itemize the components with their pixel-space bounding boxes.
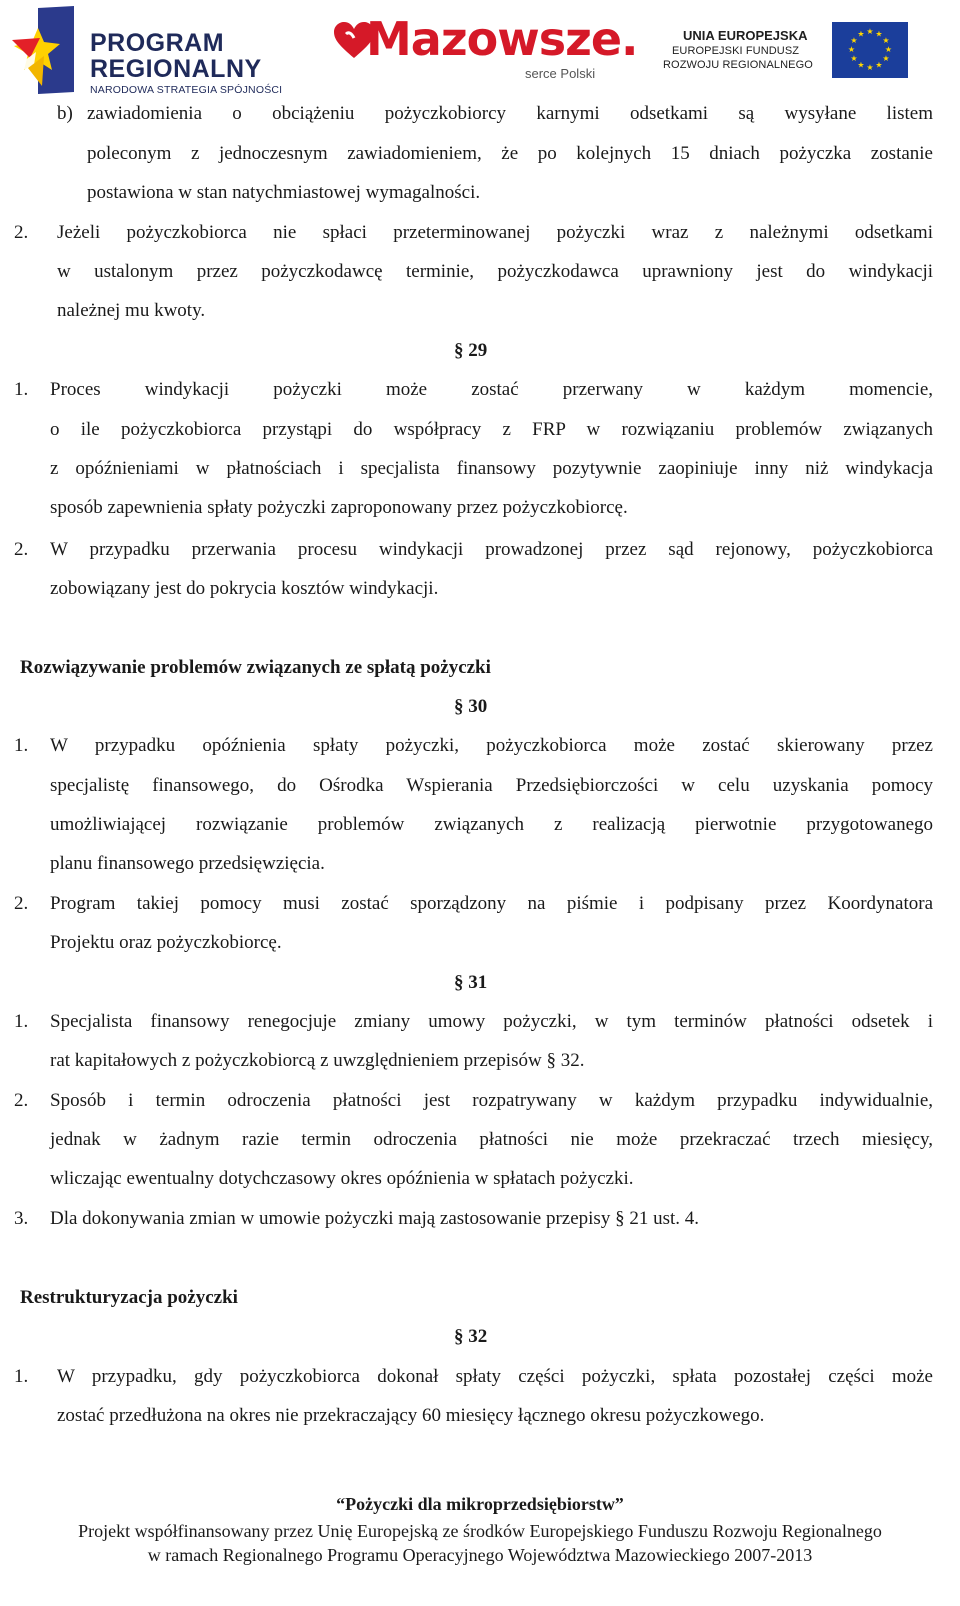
list-marker: 1. <box>14 1011 29 1032</box>
mazowsze-logo <box>336 14 636 94</box>
text-line: zobowiązany jest do pokrycia kosztów windykacji. <box>50 578 439 599</box>
paragraph-number: § 30 <box>454 696 488 717</box>
svg-text:★: ★ <box>847 45 856 54</box>
section-heading: Rozwiązywanie problemów związanych ze spłatą pożyczki <box>20 657 491 678</box>
text-line: W przypadku, gdy pożyczkobiorca dokonał spłaty części pożyczki, spłata pozostałej części może <box>57 1366 933 1387</box>
program-label: PROGRAM <box>90 29 225 57</box>
text-line: umożliwiającej rozwiązanie problemów związanych z realizacją pierwotnie przygotowanego <box>50 814 933 835</box>
eu-regional-label: ROZWOJU REGIONALNEGO <box>663 59 813 71</box>
svg-text:★: ★ <box>857 29 865 39</box>
svg-text:★: ★ <box>866 63 874 72</box>
text-line: Jeżeli pożyczkobiorca nie spłaci przeterminowanej pożyczki wraz z należnymi odsetkami <box>57 222 933 243</box>
footer-title: “Pożyczki dla mikroprzedsiębiorstw” <box>336 1494 624 1514</box>
svg-text:★: ★ <box>875 60 883 70</box>
eu-fund-label: EUROPEJSKI FUNDUSZ <box>672 45 800 57</box>
svg-text:★: ★ <box>866 27 874 36</box>
text-line: jednak w żadnym razie termin odroczenia płatności nie może przekraczać trzech miesięcy, <box>50 1129 933 1150</box>
paragraph-number: § 31 <box>454 972 488 993</box>
text-line: Program takiej pomocy musi zostać sporządzony na piśmie i podpisany przez Koordynatora <box>50 893 933 914</box>
text-line: specjalistę finansowego, do Ośrodka Wspierania Przedsiębiorczości w celu uzyskania pomocy <box>50 775 933 796</box>
svg-text:★: ★ <box>857 60 865 70</box>
mazowsze-wordmark: Mazowsze. <box>366 12 638 66</box>
list-marker: 2. <box>14 222 29 243</box>
svg-text:★: ★ <box>882 54 890 63</box>
program-regionalny-logo <box>10 6 300 96</box>
list-marker: 1. <box>14 735 29 756</box>
paragraph-number: § 32 <box>454 1326 488 1347</box>
page-header <box>0 0 960 100</box>
text-line: postawiona w stan natychmiastowej wymagalności. <box>87 182 481 203</box>
list-marker: 2. <box>14 539 29 560</box>
svg-text:★: ★ <box>884 45 893 54</box>
svg-text:★: ★ <box>875 29 883 39</box>
text-line: poleconym z jednoczesnym zawiadomieniem, że po kolejnych 15 dniach pożyczka zostanie <box>87 143 933 164</box>
list-marker: 2. <box>14 893 29 914</box>
star-emblem-icon <box>10 6 82 96</box>
text-line: Proces windykacji pożyczki może zostać przerwany w każdym momencie, <box>50 379 933 400</box>
text-line: należnej mu kwoty. <box>57 300 206 321</box>
text-line: Specjalista finansowy renegocjuje zmiany umowy pożyczki, w tym terminów płatności odsetek i <box>50 1011 933 1032</box>
text-line: zostać przedłużona na okres nie przekraczający 60 miesięcy łącznego okresu pożyczkowego. <box>57 1405 765 1426</box>
svg-text:★: ★ <box>882 36 890 45</box>
nss-label: NARODOWA STRATEGIA SPÓJNOŚCI <box>90 84 283 96</box>
text-line: z opóźnieniami w płatnościach i specjalista finansowy pozytywnie zaopiniuje inny niż windykacja <box>50 458 933 479</box>
list-marker: b) <box>57 103 73 124</box>
eu-flag-icon <box>832 22 908 78</box>
text-line: planu finansowego przedsięwzięcia. <box>50 853 325 874</box>
list-marker: 1. <box>14 379 29 400</box>
text-line: o ile pożyczkobiorca przystąpi do współpracy z FRP w rozwiązaniu problemów związanych <box>50 419 933 440</box>
footer-line: Projekt współfinansowany przez Unię Europejską ze środków Europejskiego Funduszu Rozwoju Regionalnego <box>78 1521 882 1541</box>
list-marker: 3. <box>14 1208 29 1229</box>
eu-label: UNIA EUROPEJSKA <box>683 28 808 43</box>
footer-line: w ramach Regionalnego Programu Operacyjnego Województwa Mazowieckiego 2007-2013 <box>147 1545 813 1565</box>
list-marker: 2. <box>14 1090 29 1111</box>
text-line: zawiadomienia o obciążeniu pożyczkobiorcy karnymi odsetkami są wysyłane listem <box>87 103 933 124</box>
mazowsze-tagline: serce Polski <box>525 66 596 81</box>
list-marker: 1. <box>14 1366 29 1387</box>
text-line: W przypadku przerwania procesu windykacji prowadzonej przez sąd rejonowy, pożyczkobiorca <box>50 539 933 560</box>
text-line: rat kapitałowych z pożyczkobiorcą z uwzględnieniem przepisów § 32. <box>50 1050 585 1071</box>
text-line: Dla dokonywania zmian w umowie pożyczki mają zastosowanie przepisy § 21 ust. 4. <box>50 1208 699 1229</box>
eu-logo <box>660 20 910 80</box>
text-line: sposób zapewnienia spłaty pożyczki zaproponowany przez pożyczkobiorcę. <box>50 497 628 518</box>
regionalny-label: REGIONALNY <box>90 55 262 83</box>
svg-text:★: ★ <box>850 54 858 63</box>
text-line: w ustalonym przez pożyczkodawcę terminie, pożyczkodawca uprawniony jest do windykacji <box>57 261 933 282</box>
text-line: Sposób i termin odroczenia płatności jest rozpatrywany w każdym przypadku indywidualnie, <box>50 1090 933 1111</box>
paragraph-number: § 29 <box>454 340 488 361</box>
section-heading: Restrukturyzacja pożyczki <box>20 1287 238 1308</box>
text-line: W przypadku opóźnienia spłaty pożyczki, pożyczkobiorca może zostać skierowany przez <box>50 735 933 756</box>
text-line: wliczając ewentualny dotychczasowy okres opóźnienia w spłatach pożyczki. <box>50 1168 634 1189</box>
svg-text:★: ★ <box>850 36 858 45</box>
text-line: Projektu oraz pożyczkobiorcę. <box>50 932 282 953</box>
